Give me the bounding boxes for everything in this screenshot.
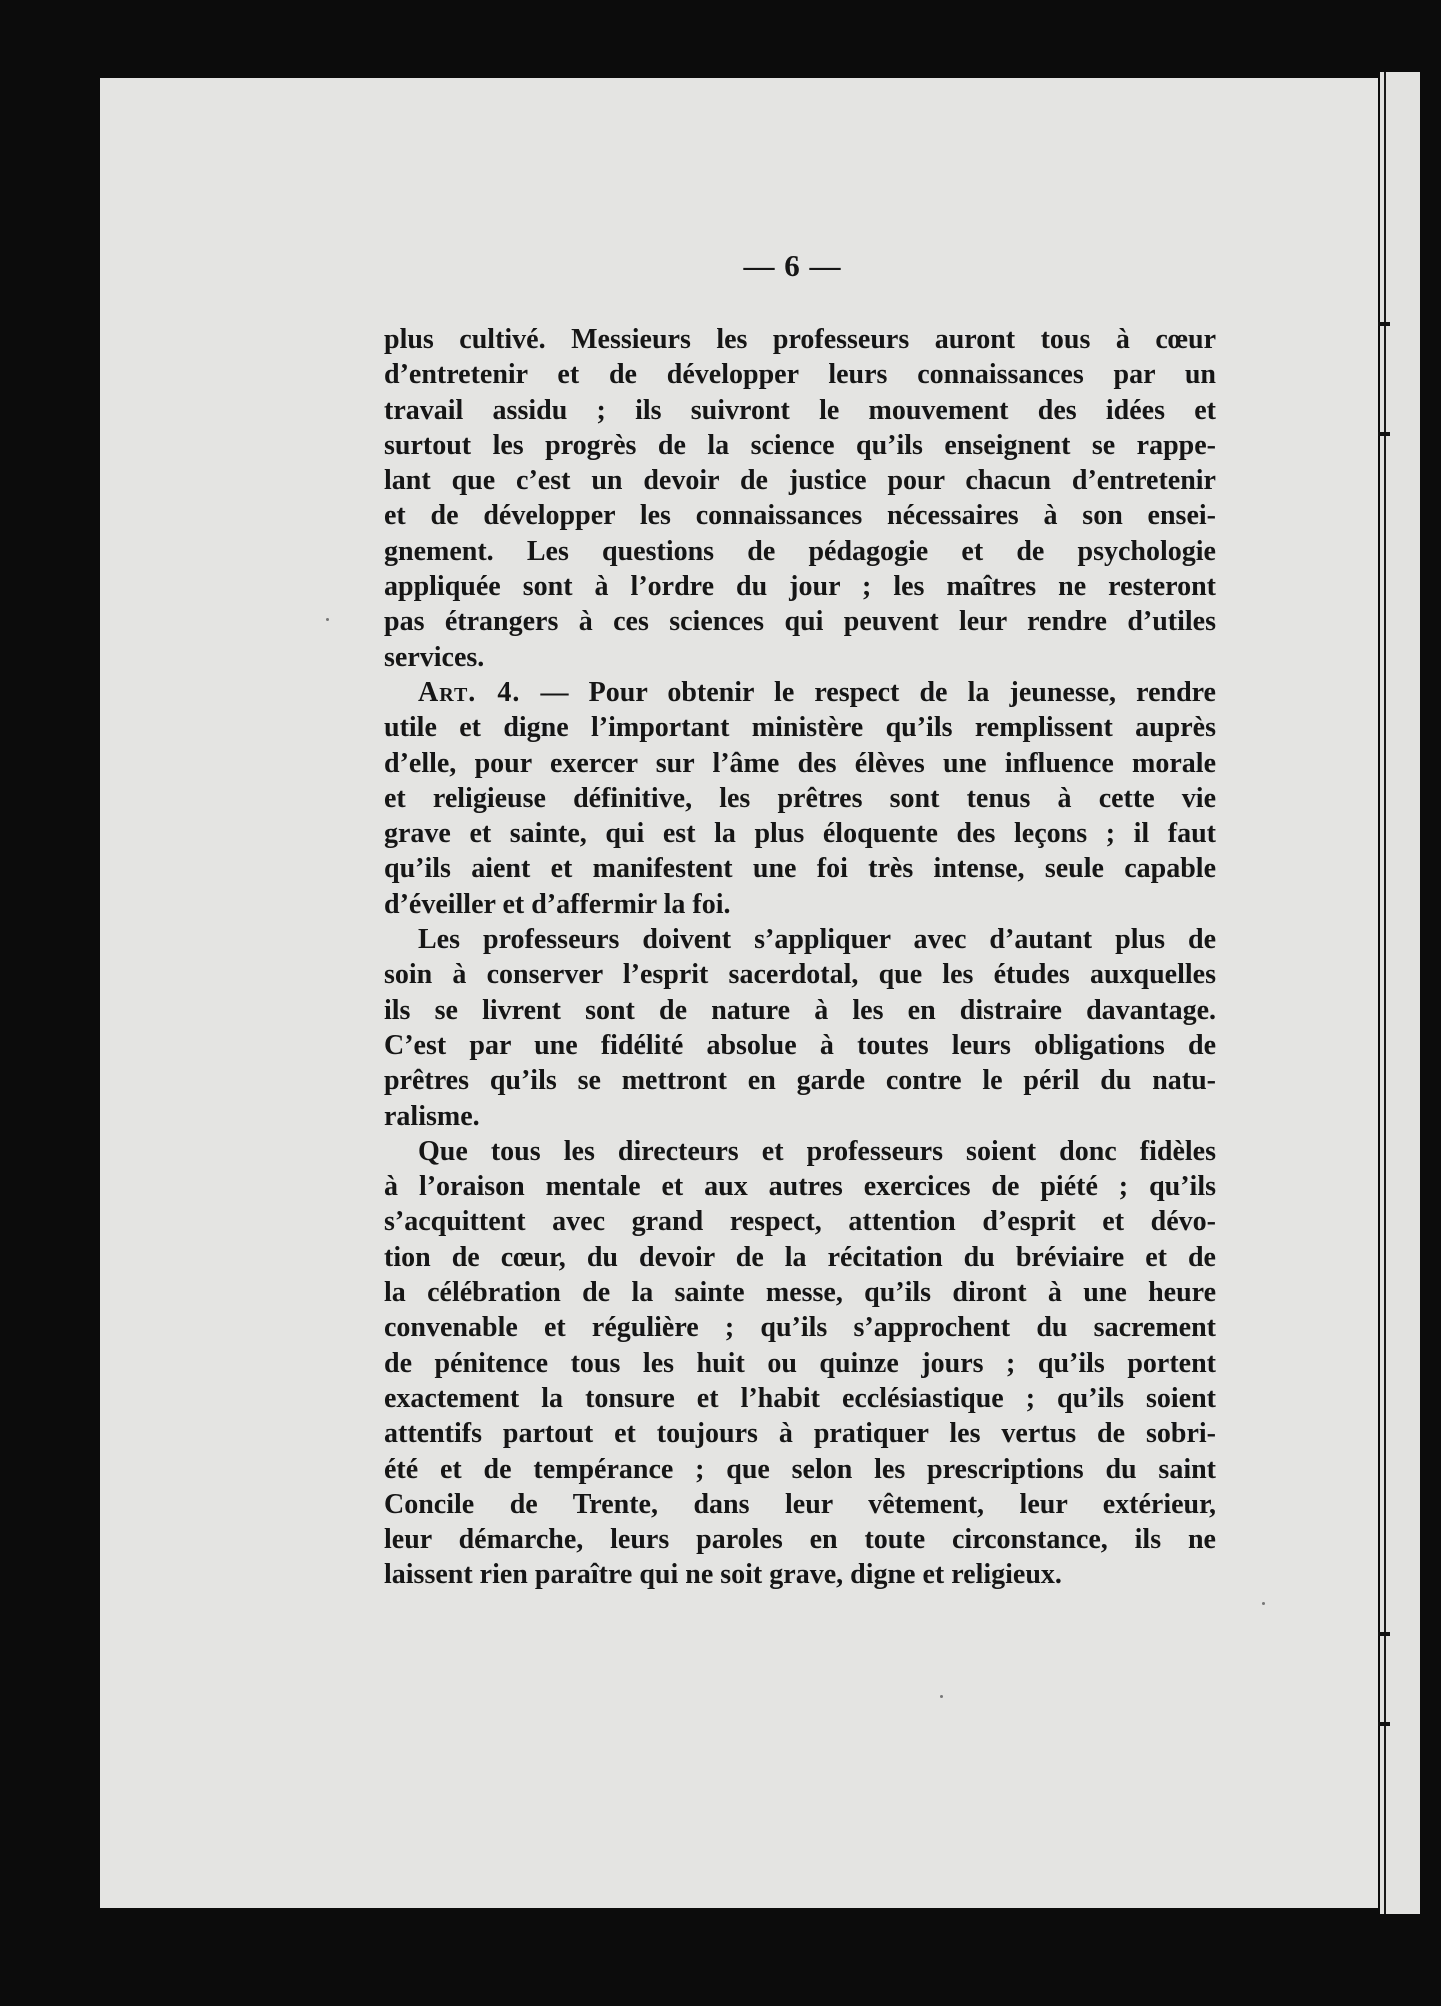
text-line: Les professeurs doivent s’appliquer avec d’autant plus de [418,924,1216,956]
text-line: Que tous les directeurs et professeurs soient donc fidèles [418,1135,1216,1167]
text-line: tion de cœur, du devoir de la récitation du bréviaire et de [384,1241,1216,1273]
speck [940,1695,943,1698]
text-line: travail assidu ; ils suivront le mouvement des idées et [384,394,1216,426]
text-line: grave et sainte, qui est la plus éloquente des leçons ; il faut [384,818,1216,850]
speck [326,618,329,621]
text-line: utile et digne l’important ministère qu’ils remplissent auprès [384,712,1216,744]
text-line: pas étrangers à ces sciences qui peuvent leur rendre d’utiles [384,606,1216,638]
text-span: — Pour obtenir le respect de la jeunesse, rendre [520,676,1216,708]
paragraph-container [384,322,1216,1593]
text-line: ralisme. [384,1100,480,1132]
text-line: leur démarche, leurs paroles en toute circonstance, ils ne [384,1524,1216,1556]
text-line: et religieuse définitive, les prêtres sont tenus à cette vie [384,782,1216,814]
text-line: prêtres qu’ils se mettront en garde contre le péril du natu- [384,1065,1216,1097]
text-line: plus cultivé. Messieurs les professeurs auront tous à cœur [384,324,1216,355]
text-line: laissent rien paraître qui ne soit grave, digne et religieux. [384,1559,1062,1591]
text-line: soin à conserver l’esprit sacerdotal, que les études auxquelles [384,959,1216,991]
text-line: C’est par une fidélité absolue à toutes leurs obligations de [384,1029,1216,1061]
text-line: attentifs partout et toujours à pratiquer les vertus de sobri- [384,1418,1216,1450]
text-line: d’éveiller et d’affermir la foi. [384,888,731,920]
text-line: s’acquittent avec grand respect, attention d’esprit et dévo- [384,1206,1216,1238]
text-line: services. [384,641,485,673]
edge-mark [1378,1722,1390,1726]
text-line [384,675,1216,710]
text-line: et de développer les connaissances nécessaires à son ensei- [384,500,1216,532]
adjacent-page-edge [1380,72,1420,1914]
text-line: gnement. Les questions de pédagogie et de psychologie [384,535,1216,567]
text-line: à l’oraison mentale et aux autres exercices de piété ; qu’ils [384,1171,1216,1203]
text-line: qu’ils aient et manifestent une foi très intense, seule capable [384,853,1216,885]
text-line: lant que c’est un devoir de justice pour chacun d’entretenir [384,465,1216,497]
page-number: — 6 — [743,248,842,283]
body-text [384,322,1216,1593]
text-line: Concile de Trente, dans leur vêtement, leur extérieur, [384,1488,1216,1520]
speck [1262,1602,1265,1605]
text-line: ils se livrent sont de nature à les en distraire davantage. [384,994,1216,1026]
text-line: appliquée sont à l’ordre du jour ; les maîtres ne resteront [384,571,1216,603]
text-line: de pénitence tous les huit ou quinze jours ; qu’ils portent [384,1347,1216,1379]
edge-mark [1378,322,1390,326]
edge-mark [1378,432,1390,436]
text-line: d’entretenir et de développer leurs connaissances par un [384,359,1216,391]
edge-mark [1378,1632,1390,1636]
text-line: d’elle, pour exercer sur l’âme des élèves une influence morale [384,747,1216,779]
text-line: surtout les progrès de la science qu’ils enseignent se rappe- [384,429,1216,461]
article-label: Art. 4. [418,676,521,708]
text-line: été et de tempérance ; que selon les prescriptions du saint [384,1453,1216,1485]
page-edge-rule [1384,72,1386,1914]
text-line: exactement la tonsure et l’habit ecclésiastique ; qu’ils soient [384,1382,1216,1414]
text-line: la célébration de la sainte messe, qu’ils diront à une heure [384,1277,1216,1309]
text-line: convenable et régulière ; qu’ils s’approchent du sacrement [384,1312,1216,1344]
